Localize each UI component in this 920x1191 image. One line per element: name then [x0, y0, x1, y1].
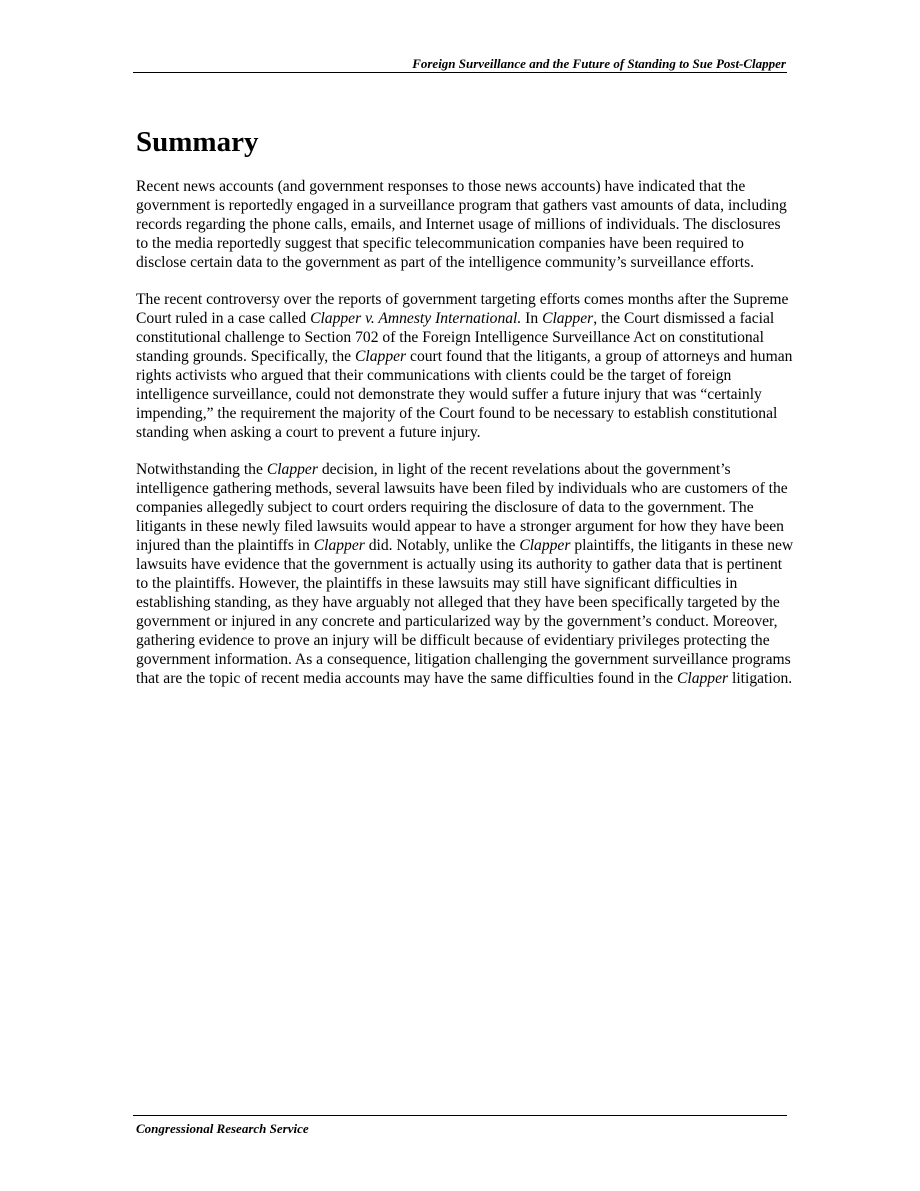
- summary-body: [136, 177, 796, 706]
- text-segment: plaintiffs, the litigants in these new lawsuits have evidence that the government is actually using its authority to gather data that is pertinent to the plaintiffs. However, the plaintiffs in these lawsuits may still have significant difficulties in establishing standing, as they have arguably not alleged that they have been specifically targeted by the government or injured in any concrete and particularized way by the government’s conduct. Moreover, gathering evidence to prove an injury will be difficult because of evidentiary privileges protecting the government information. As a consequence, litigation challenging the government surveillance programs that are the topic of recent media accounts may have the same difficulties found in the: [136, 537, 794, 687]
- case-name: Clapper: [266, 461, 318, 478]
- case-name: Clapper: [676, 670, 729, 687]
- case-name: Clapper: [542, 310, 594, 327]
- running-header: Foreign Surveillance and the Future of Standing to Sue Post-Clapper: [412, 56, 786, 71]
- case-name: Clapper: [519, 537, 571, 554]
- summary-paragraph-2: [136, 290, 796, 442]
- text-segment: In: [521, 310, 543, 327]
- text-segment: Recent news accounts (and government responses to those news accounts) have indicated that the government is reportedly engaged in a surveillance program that gathers vast amounts of data, including records regarding the phone calls, emails, and Internet usage of millions of individuals. The disclosures to the media reportedly suggest that specific telecommunication companies have been required to disclose certain data to the government as part of the intelligence community’s surveillance efforts.: [136, 178, 787, 271]
- header-divider: [133, 72, 787, 73]
- case-name: Clapper v. Amnesty International.: [310, 310, 522, 327]
- text-segment: decision, in light of the recent revelations about the government’s intelligence gathering methods, several lawsuits have been filed by individuals who are customers of the companies allegedly subject to court orders requiring the disclosure of data to the government. The litigants in these newly filed lawsuits would appear to have a stronger argument for how they have been injured than the plaintiffs in: [136, 461, 788, 554]
- summary-paragraph-1: [136, 177, 796, 272]
- text-segment: , the Court dismissed a facial constitutional challenge to Section 702 of the Foreign Intelligence Surveillance Act on constitutional standing grounds. Specifically, the: [136, 310, 775, 365]
- case-name: Clapper: [313, 537, 365, 554]
- running-footer: Congressional Research Service: [136, 1121, 309, 1136]
- text-segment: did. Notably, unlike the: [364, 537, 520, 554]
- text-segment: litigation.: [728, 670, 793, 687]
- text-segment: The recent controversy over the reports of government targeting efforts comes months after the Supreme Court ruled in a case called: [136, 291, 789, 327]
- summary-paragraph-3: [136, 460, 796, 688]
- section-title: Summary: [136, 126, 259, 158]
- text-segment: court found that the litigants, a group of attorneys and human rights activists who argued that their communications with clients could be the target of foreign intelligence surveillance, could not demonstrate they would suffer a future injury that was “certainly impending,” the requirement the majority of the Court found to be necessary to establish constitutional standing when asking a court to prevent a future injury.: [136, 348, 793, 441]
- text-segment: Notwithstanding the: [136, 461, 267, 478]
- case-name: Clapper: [355, 348, 407, 365]
- footer-divider: [133, 1115, 787, 1116]
